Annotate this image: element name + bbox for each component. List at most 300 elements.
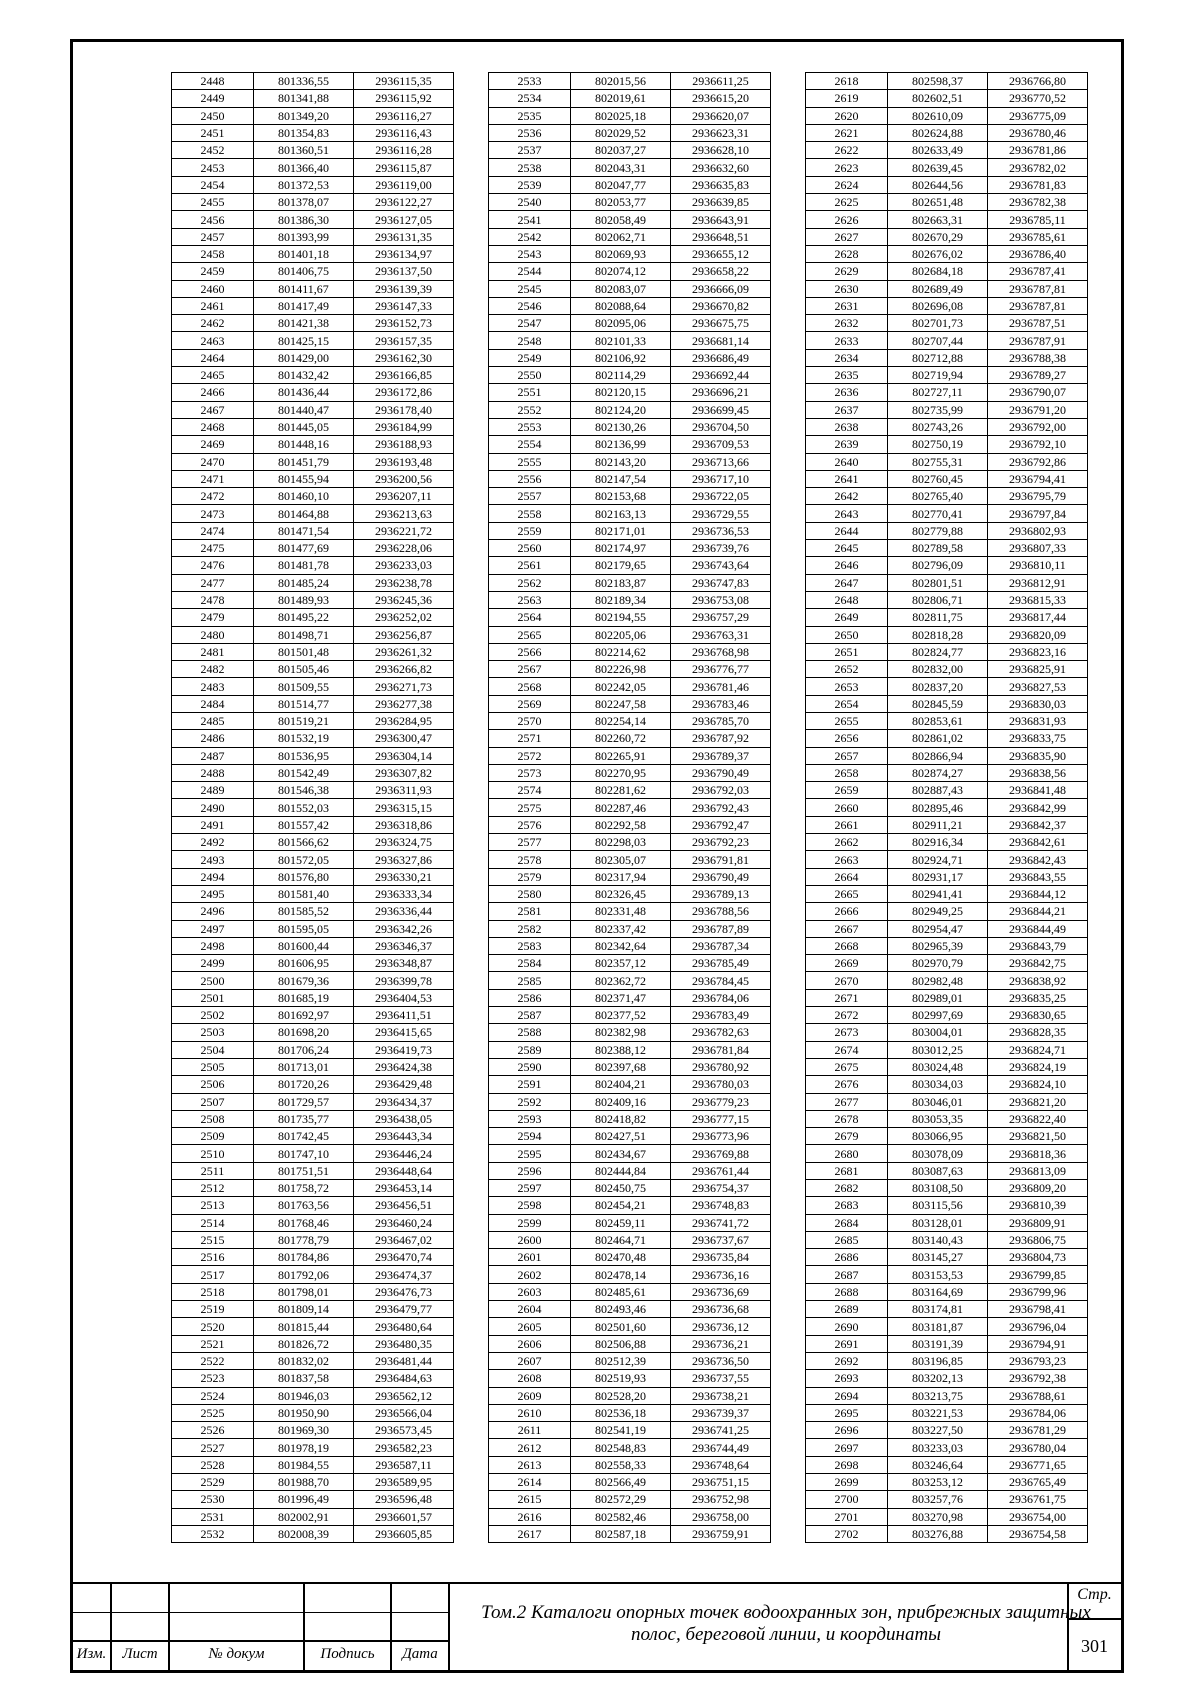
table-row — [806, 540, 1088, 557]
table-row — [172, 522, 454, 539]
x-coordinate: 802265,91 — [571, 747, 671, 764]
table-row — [806, 885, 1088, 902]
x-coordinate: 801685,19 — [254, 989, 354, 1006]
y-coordinate: 2936759,91 — [671, 1525, 771, 1542]
x-coordinate: 803108,50 — [888, 1180, 988, 1197]
point-number: 2580 — [489, 885, 571, 902]
y-coordinate: 2936782,02 — [988, 159, 1088, 176]
y-coordinate: 2936779,23 — [671, 1093, 771, 1110]
y-coordinate: 2936792,00 — [988, 418, 1088, 435]
y-coordinate: 2936793,23 — [988, 1352, 1088, 1369]
table-row — [806, 712, 1088, 729]
x-coordinate: 801386,30 — [254, 211, 354, 228]
table-row — [806, 505, 1088, 522]
y-coordinate: 2936635,83 — [671, 176, 771, 193]
y-coordinate: 2936336,44 — [354, 903, 454, 920]
table-row — [806, 972, 1088, 989]
y-coordinate: 2936324,75 — [354, 834, 454, 851]
x-coordinate: 803066,95 — [888, 1128, 988, 1145]
point-number: 2519 — [172, 1301, 254, 1318]
point-number: 2640 — [806, 453, 888, 470]
point-number: 2495 — [172, 885, 254, 902]
y-coordinate: 2936794,91 — [988, 1335, 1088, 1352]
point-number: 2672 — [806, 1007, 888, 1024]
x-coordinate: 803034,03 — [888, 1076, 988, 1093]
point-number: 2485 — [172, 712, 254, 729]
table-row — [489, 1525, 771, 1542]
point-number: 2626 — [806, 211, 888, 228]
y-coordinate: 2936474,37 — [354, 1266, 454, 1283]
label-date: Дата — [402, 1646, 438, 1662]
table-row — [806, 1007, 1088, 1024]
point-number: 2694 — [806, 1387, 888, 1404]
y-coordinate: 2936162,30 — [354, 349, 454, 366]
x-coordinate: 803221,53 — [888, 1404, 988, 1421]
table-row — [489, 401, 771, 418]
point-number: 2690 — [806, 1318, 888, 1335]
point-number: 2464 — [172, 349, 254, 366]
table-row — [489, 1404, 771, 1421]
table-row — [172, 1145, 454, 1162]
point-number: 2455 — [172, 194, 254, 211]
point-number: 2698 — [806, 1456, 888, 1473]
x-coordinate: 801566,62 — [254, 834, 354, 851]
point-number: 2509 — [172, 1128, 254, 1145]
point-number: 2535 — [489, 107, 571, 124]
y-coordinate: 2936828,35 — [988, 1024, 1088, 1041]
table-row — [172, 384, 454, 401]
point-number: 2655 — [806, 712, 888, 729]
table-row — [806, 591, 1088, 608]
y-coordinate: 2936781,29 — [988, 1422, 1088, 1439]
point-number: 2596 — [489, 1162, 571, 1179]
x-coordinate: 802861,02 — [888, 730, 988, 747]
y-coordinate: 2936781,86 — [988, 142, 1088, 159]
point-number: 2522 — [172, 1352, 254, 1369]
x-coordinate: 802548,83 — [571, 1439, 671, 1456]
table-row — [172, 1335, 454, 1352]
y-coordinate: 2936228,06 — [354, 540, 454, 557]
x-coordinate: 803012,25 — [888, 1041, 988, 1058]
x-coordinate: 802174,97 — [571, 540, 671, 557]
point-number: 2487 — [172, 747, 254, 764]
x-coordinate: 801425,15 — [254, 332, 354, 349]
x-coordinate: 801460,10 — [254, 488, 354, 505]
y-coordinate: 2936806,75 — [988, 1231, 1088, 1248]
point-number: 2557 — [489, 488, 571, 505]
point-number: 2492 — [172, 834, 254, 851]
point-number: 2465 — [172, 367, 254, 384]
table-row — [806, 937, 1088, 954]
y-coordinate: 2936784,45 — [671, 972, 771, 989]
coordinates-table-3 — [805, 72, 1088, 1543]
table-row — [489, 920, 771, 937]
y-coordinate: 2936639,85 — [671, 194, 771, 211]
y-coordinate: 2936261,32 — [354, 643, 454, 660]
table-row — [489, 522, 771, 539]
y-coordinate: 2936813,09 — [988, 1162, 1088, 1179]
x-coordinate: 802083,07 — [571, 280, 671, 297]
table-row — [172, 401, 454, 418]
x-coordinate: 803053,35 — [888, 1110, 988, 1127]
y-coordinate: 2936139,39 — [354, 280, 454, 297]
x-coordinate: 802427,51 — [571, 1128, 671, 1145]
point-number: 2612 — [489, 1439, 571, 1456]
x-coordinate: 802418,82 — [571, 1110, 671, 1127]
point-number: 2581 — [489, 903, 571, 920]
point-number: 2475 — [172, 540, 254, 557]
point-number: 2578 — [489, 851, 571, 868]
point-number: 2542 — [489, 228, 571, 245]
point-number: 2466 — [172, 384, 254, 401]
x-coordinate: 802015,56 — [571, 73, 671, 90]
point-number: 2620 — [806, 107, 888, 124]
x-coordinate: 802095,06 — [571, 315, 671, 332]
point-number: 2448 — [172, 73, 254, 90]
x-coordinate: 801978,19 — [254, 1439, 354, 1456]
y-coordinate: 2936775,09 — [988, 107, 1088, 124]
y-coordinate: 2936763,31 — [671, 626, 771, 643]
x-coordinate: 802069,93 — [571, 245, 671, 262]
table-row — [172, 1231, 454, 1248]
y-coordinate: 2936843,55 — [988, 868, 1088, 885]
table-row — [489, 609, 771, 626]
point-number: 2683 — [806, 1197, 888, 1214]
table-row — [489, 384, 771, 401]
point-number: 2545 — [489, 280, 571, 297]
table-row — [172, 1266, 454, 1283]
table-row — [806, 782, 1088, 799]
point-number: 2491 — [172, 816, 254, 833]
x-coordinate: 802639,45 — [888, 159, 988, 176]
y-coordinate: 2936810,39 — [988, 1197, 1088, 1214]
point-number: 2454 — [172, 176, 254, 193]
point-number: 2654 — [806, 695, 888, 712]
x-coordinate: 802120,15 — [571, 384, 671, 401]
x-coordinate: 801832,02 — [254, 1352, 354, 1369]
point-number: 2450 — [172, 107, 254, 124]
point-number: 2591 — [489, 1076, 571, 1093]
point-number: 2537 — [489, 142, 571, 159]
point-number: 2546 — [489, 297, 571, 314]
table-row — [806, 1058, 1088, 1075]
y-coordinate: 2936736,21 — [671, 1335, 771, 1352]
y-coordinate: 2936786,40 — [988, 245, 1088, 262]
table-row — [172, 661, 454, 678]
x-coordinate: 802205,06 — [571, 626, 671, 643]
x-coordinate: 802101,33 — [571, 332, 671, 349]
point-number: 2521 — [172, 1335, 254, 1352]
point-number: 2549 — [489, 349, 571, 366]
point-number: 2611 — [489, 1422, 571, 1439]
y-coordinate: 2936484,63 — [354, 1370, 454, 1387]
table-row — [806, 799, 1088, 816]
table-row — [806, 367, 1088, 384]
table-row — [489, 367, 771, 384]
table-row — [806, 1335, 1088, 1352]
x-coordinate: 802163,13 — [571, 505, 671, 522]
y-coordinate: 2936467,02 — [354, 1231, 454, 1248]
table-row — [489, 712, 771, 729]
point-number: 2649 — [806, 609, 888, 626]
x-coordinate: 802663,31 — [888, 211, 988, 228]
point-number: 2691 — [806, 1335, 888, 1352]
table-row — [172, 747, 454, 764]
table-row — [806, 816, 1088, 833]
x-coordinate: 802866,94 — [888, 747, 988, 764]
x-coordinate: 802770,41 — [888, 505, 988, 522]
point-number: 2511 — [172, 1162, 254, 1179]
y-coordinate: 2936404,53 — [354, 989, 454, 1006]
x-coordinate: 802707,44 — [888, 332, 988, 349]
point-number: 2680 — [806, 1145, 888, 1162]
table-row — [172, 1058, 454, 1075]
table-row — [806, 1145, 1088, 1162]
y-coordinate: 2936792,10 — [988, 436, 1088, 453]
table-row — [489, 1110, 771, 1127]
table-row — [172, 1508, 454, 1525]
table-row — [806, 955, 1088, 972]
y-coordinate: 2936315,15 — [354, 799, 454, 816]
table-row — [489, 1145, 771, 1162]
y-coordinate: 2936666,09 — [671, 280, 771, 297]
point-number: 2607 — [489, 1352, 571, 1369]
y-coordinate: 2936830,03 — [988, 695, 1088, 712]
x-coordinate: 803153,53 — [888, 1266, 988, 1283]
y-coordinate: 2936137,50 — [354, 263, 454, 280]
point-number: 2592 — [489, 1093, 571, 1110]
point-number: 2647 — [806, 574, 888, 591]
y-coordinate: 2936722,05 — [671, 488, 771, 505]
x-coordinate: 802214,62 — [571, 643, 671, 660]
x-coordinate: 802755,31 — [888, 453, 988, 470]
table-row — [806, 1110, 1088, 1127]
y-coordinate: 2936748,83 — [671, 1197, 771, 1214]
y-coordinate: 2936655,12 — [671, 245, 771, 262]
y-coordinate: 2936252,02 — [354, 609, 454, 626]
point-number: 2597 — [489, 1180, 571, 1197]
table-row — [806, 418, 1088, 435]
table-row — [806, 1283, 1088, 1300]
y-coordinate: 2936787,91 — [988, 332, 1088, 349]
x-coordinate: 802566,49 — [571, 1474, 671, 1491]
y-coordinate: 2936785,11 — [988, 211, 1088, 228]
point-number: 2474 — [172, 522, 254, 539]
point-number: 2695 — [806, 1404, 888, 1421]
x-coordinate: 803078,09 — [888, 1145, 988, 1162]
table-row — [489, 540, 771, 557]
point-number: 2633 — [806, 332, 888, 349]
point-number: 2628 — [806, 245, 888, 262]
y-coordinate: 2936605,85 — [354, 1525, 454, 1542]
y-coordinate: 2936562,12 — [354, 1387, 454, 1404]
x-coordinate: 802670,29 — [888, 228, 988, 245]
y-coordinate: 2936476,73 — [354, 1283, 454, 1300]
point-number: 2613 — [489, 1456, 571, 1473]
x-coordinate: 802147,54 — [571, 470, 671, 487]
y-coordinate: 2936456,51 — [354, 1197, 454, 1214]
x-coordinate: 803024,48 — [888, 1058, 988, 1075]
table-row — [172, 1110, 454, 1127]
x-coordinate: 801411,67 — [254, 280, 354, 297]
point-number: 2624 — [806, 176, 888, 193]
point-number: 2659 — [806, 782, 888, 799]
x-coordinate: 802701,73 — [888, 315, 988, 332]
x-coordinate: 802895,46 — [888, 799, 988, 816]
x-coordinate: 802676,02 — [888, 245, 988, 262]
point-number: 2675 — [806, 1058, 888, 1075]
point-number: 2577 — [489, 834, 571, 851]
x-coordinate: 802342,64 — [571, 937, 671, 954]
x-coordinate: 802796,09 — [888, 557, 988, 574]
point-number: 2608 — [489, 1370, 571, 1387]
table-row — [489, 1301, 771, 1318]
x-coordinate: 803233,03 — [888, 1439, 988, 1456]
x-coordinate: 803145,27 — [888, 1249, 988, 1266]
table-row — [172, 834, 454, 851]
y-coordinate: 2936119,00 — [354, 176, 454, 193]
table-row — [172, 1024, 454, 1041]
point-number: 2540 — [489, 194, 571, 211]
table-row — [172, 1007, 454, 1024]
point-number: 2576 — [489, 816, 571, 833]
x-coordinate: 802779,88 — [888, 522, 988, 539]
y-coordinate: 2936797,84 — [988, 505, 1088, 522]
y-coordinate: 2936116,43 — [354, 124, 454, 141]
y-coordinate: 2936681,14 — [671, 332, 771, 349]
y-coordinate: 2936782,38 — [988, 194, 1088, 211]
y-coordinate: 2936736,12 — [671, 1318, 771, 1335]
y-coordinate: 2936844,21 — [988, 903, 1088, 920]
point-number: 2565 — [489, 626, 571, 643]
table-row — [172, 1491, 454, 1508]
table-row — [489, 1162, 771, 1179]
y-coordinate: 2936735,84 — [671, 1249, 771, 1266]
table-row — [172, 955, 454, 972]
x-coordinate: 802633,49 — [888, 142, 988, 159]
x-coordinate: 802444,84 — [571, 1162, 671, 1179]
table-row — [172, 228, 454, 245]
y-coordinate: 2936152,73 — [354, 315, 454, 332]
table-row — [806, 557, 1088, 574]
y-coordinate: 2936115,35 — [354, 73, 454, 90]
x-coordinate: 802029,52 — [571, 124, 671, 141]
x-coordinate: 802512,39 — [571, 1352, 671, 1369]
point-number: 2646 — [806, 557, 888, 574]
x-coordinate: 801349,20 — [254, 107, 354, 124]
table-row — [172, 1197, 454, 1214]
x-coordinate: 802189,34 — [571, 591, 671, 608]
x-coordinate: 802624,88 — [888, 124, 988, 141]
point-number: 2618 — [806, 73, 888, 90]
x-coordinate: 801595,05 — [254, 920, 354, 937]
x-coordinate: 801576,80 — [254, 868, 354, 885]
table-row — [806, 920, 1088, 937]
y-coordinate: 2936200,56 — [354, 470, 454, 487]
point-number: 2676 — [806, 1076, 888, 1093]
y-coordinate: 2936787,81 — [988, 297, 1088, 314]
y-coordinate: 2936736,16 — [671, 1266, 771, 1283]
table-row — [806, 384, 1088, 401]
point-number: 2473 — [172, 505, 254, 522]
table-row — [172, 937, 454, 954]
table-row — [172, 142, 454, 159]
point-number: 2539 — [489, 176, 571, 193]
point-number: 2500 — [172, 972, 254, 989]
point-number: 2477 — [172, 574, 254, 591]
x-coordinate: 802845,59 — [888, 695, 988, 712]
point-number: 2508 — [172, 1110, 254, 1127]
x-coordinate: 803202,13 — [888, 1370, 988, 1387]
x-coordinate: 802397,68 — [571, 1058, 671, 1075]
x-coordinate: 802242,05 — [571, 678, 671, 695]
point-number: 2594 — [489, 1128, 571, 1145]
point-number: 2685 — [806, 1231, 888, 1248]
point-number: 2538 — [489, 159, 571, 176]
table-row — [806, 1231, 1088, 1248]
point-number: 2643 — [806, 505, 888, 522]
y-coordinate: 2936709,53 — [671, 436, 771, 453]
table-row — [489, 591, 771, 608]
table-row — [806, 1491, 1088, 1508]
x-coordinate: 802684,18 — [888, 263, 988, 280]
point-number: 2656 — [806, 730, 888, 747]
point-number: 2673 — [806, 1024, 888, 1041]
point-number: 2531 — [172, 1508, 254, 1525]
point-number: 2481 — [172, 643, 254, 660]
y-coordinate: 2936792,23 — [671, 834, 771, 851]
point-number: 2696 — [806, 1422, 888, 1439]
point-number: 2669 — [806, 955, 888, 972]
point-number: 2631 — [806, 297, 888, 314]
point-number: 2561 — [489, 557, 571, 574]
x-coordinate: 802362,72 — [571, 972, 671, 989]
point-number: 2678 — [806, 1110, 888, 1127]
table-row — [172, 90, 454, 107]
point-number: 2585 — [489, 972, 571, 989]
point-number: 2529 — [172, 1474, 254, 1491]
point-number: 2541 — [489, 211, 571, 228]
point-number: 2496 — [172, 903, 254, 920]
point-number: 2644 — [806, 522, 888, 539]
y-coordinate: 2936788,38 — [988, 349, 1088, 366]
x-coordinate: 803253,12 — [888, 1474, 988, 1491]
x-coordinate: 802298,03 — [571, 834, 671, 851]
point-number: 2512 — [172, 1180, 254, 1197]
y-coordinate: 2936419,73 — [354, 1041, 454, 1058]
x-coordinate: 802853,61 — [888, 712, 988, 729]
table-row — [806, 315, 1088, 332]
y-coordinate: 2936670,82 — [671, 297, 771, 314]
label-doc-number: № докум — [208, 1646, 265, 1662]
x-coordinate: 802088,64 — [571, 297, 671, 314]
x-coordinate: 801501,48 — [254, 643, 354, 660]
y-coordinate: 2936795,79 — [988, 488, 1088, 505]
y-coordinate: 2936127,05 — [354, 211, 454, 228]
y-coordinate: 2936736,69 — [671, 1283, 771, 1300]
point-number: 2513 — [172, 1197, 254, 1214]
y-coordinate: 2936758,00 — [671, 1508, 771, 1525]
y-coordinate: 2936178,40 — [354, 401, 454, 418]
point-number: 2501 — [172, 989, 254, 1006]
table-row — [489, 626, 771, 643]
x-coordinate: 802143,20 — [571, 453, 671, 470]
x-coordinate: 802818,28 — [888, 626, 988, 643]
x-coordinate: 802053,77 — [571, 194, 671, 211]
table-row — [172, 678, 454, 695]
x-coordinate: 802519,93 — [571, 1370, 671, 1387]
table-row — [172, 1352, 454, 1369]
